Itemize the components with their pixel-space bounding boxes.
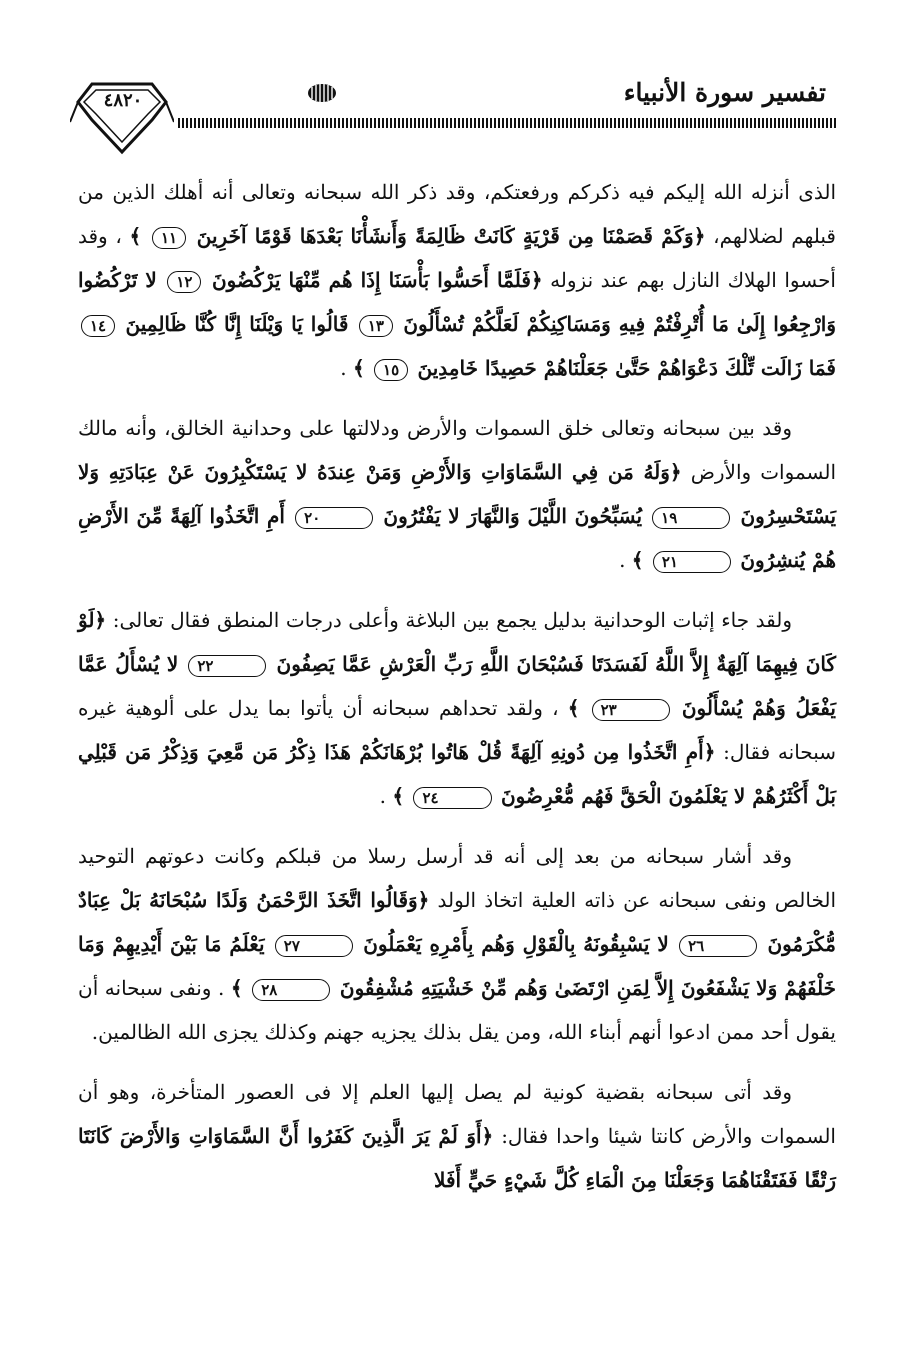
quran-verse: يُسَبِّحُونَ اللَّيْلَ وَالنَّهَارَ لا يَفْتُرُونَ	[383, 504, 643, 528]
ayah-number-marker: ٢٦	[679, 935, 757, 957]
body-text: الذى أنزله الله إليكم فيه ذكركم ورفعتكم، وقد ذكر الله سبحانه وتعالى أنه أهلك الذين من قبلهم لضلالهم،	[78, 180, 836, 248]
quran-verse: ﴾	[631, 548, 644, 572]
body-text: ولقد جاء إثبات الوحدانية بدليل يجمع بين البلاغة وأعلى درجات المنطق فقال تعالى:	[106, 608, 792, 632]
page-number: ٤٨٢٠	[103, 90, 143, 111]
quran-verse: ﴾	[392, 784, 405, 808]
quran-verse: ﴿وَلَهُ مَن فِي السَّمَاوَاتِ وَالأَرْضِ وَمَنْ عِندَهُ لا يَسْتَكْبِرُونَ عَنْ عِبَادَتِهِ وَلا يَسْتَحْسِرُونَ	[78, 460, 837, 528]
quran-verse: لا يُسْأَلُ عَمَّا يَفْعَلُ وَهُمْ يُسْأَلُونَ	[78, 652, 836, 720]
quran-verse: قَالُوا يَا وَيْلَنَا إِنَّا كُنَّا ظَالِمِينَ	[125, 312, 349, 336]
quran-verse: ﴿لَوْ كَانَ فِيهِمَا آلِهَةٌ إِلاَّ اللَّهُ لَفَسَدَتَا فَسُبْحَانَ اللَّهِ رَبِّ الْعَرْشِ عَمَّا يَصِفُونَ	[78, 608, 836, 676]
ayah-number-marker: ٢٠	[295, 507, 373, 529]
quran-verse: ﴾	[230, 976, 243, 1000]
quran-verse: فَمَا زَالَت تِّلْكَ دَعْوَاهُمْ حَتَّىٰ جَعَلْنَاهُمْ حَصِيدًا خَامِدِينَ	[417, 356, 836, 380]
ayah-number-marker: ٢٤	[413, 787, 491, 809]
body-text: .	[340, 356, 347, 380]
paragraph	[78, 406, 836, 582]
ayah-number-marker: ١٢	[167, 271, 201, 293]
ayah-number-marker: ٢١	[653, 551, 731, 573]
ayah-number-marker: ١٤	[81, 315, 115, 337]
quran-verse: ﴾	[567, 696, 580, 720]
body-text: .	[379, 784, 387, 808]
quran-verse: ﴾	[352, 356, 365, 380]
ayah-number-marker: ٢٢	[188, 655, 266, 677]
ornament-icon	[306, 82, 338, 104]
quran-verse: لا يَسْبِقُونَهُ بِالْقَوْلِ وَهُم بِأَمْرِهِ يَعْمَلُونَ	[363, 932, 669, 956]
quran-verse: يَعْلَمُ مَا بَيْنَ أَيْدِيهِمْ وَمَا خَلْفَهُمْ وَلا يَشْفَعُونَ إِلاَّ لِمَنِ ارْتَضَىٰ وَهُم مِّنْ خَشْيَتِهِ مُشْفِقُونَ	[78, 932, 837, 1000]
quran-verse: أَمِ اتَّخَذُوا آلِهَةً مِّنَ الأَرْضِ هُمْ يُنشِرُونَ	[78, 504, 836, 572]
body-text: وقد أشار سبحانه من بعد إلى أنه قد أرسل رسلا من قبلكم وكانت دعوتهم التوحيد الخالص ونفى سبحانه عن ذاته العلية اتخاذ الولد	[78, 844, 836, 912]
body-text: ، ولقد تحداهم سبحانه أن يأتوا بما يدل على ألوهية غيره سبحانه فقال:	[78, 696, 837, 764]
ayah-number-marker: ١٩	[652, 507, 730, 529]
ayah-number-marker: ٢٨	[252, 979, 330, 1001]
ayah-number-marker: ١١	[152, 227, 186, 249]
quran-verse: ﴿فَلَمَّا أَحَسُّوا بَأْسَنَا إِذَا هُم مِّنْهَا يَرْكُضُونَ	[211, 268, 543, 292]
main-text	[78, 170, 836, 1218]
header-rule	[178, 118, 836, 128]
ayah-number-marker: ٢٧	[275, 935, 353, 957]
quran-verse: ﴿وَقَالُوا اتَّخَذَ الرَّحْمَنُ وَلَدًا سُبْحَانَهُ بَلْ عِبَادٌ مُّكْرَمُونَ	[78, 888, 836, 956]
body-text: ، وقد أحسوا الهلاك النازل بهم عند نزوله	[78, 224, 836, 292]
quran-verse: لا تَرْكُضُوا وَارْجِعُوا إِلَىٰ مَا أُتْرِفْتُمْ فِيهِ وَمَسَاكِنِكُمْ لَعَلَّكُمْ تُسْأَلُونَ	[78, 268, 836, 336]
paragraph	[78, 598, 836, 818]
body-text: وقد أتى سبحانه بقضية كونية لم يصل إليها العلم إلا فى العصور المتأخرة، وهو أن السموات والأرض كانتا شيئا واحدا فقال:	[78, 1080, 836, 1148]
paragraph	[78, 170, 836, 390]
quran-verse: ﴾	[129, 224, 142, 248]
quran-verse: ﴿وَكَمْ قَصَمْنَا مِن قَرْيَةٍ كَانَتْ ظَالِمَةً وَأَنشَأْنَا بَعْدَهَا قَوْمًا آخَرِينَ	[196, 224, 706, 248]
body-text: . ونفى سبحانه أن يقول أحد ممن ادعوا أنهم أبناء الله، ومن يقل بذلك يجزيه جهنم وكذلك يجزى الله الظالمين.	[78, 976, 836, 1044]
ayah-number-marker: ١٣	[359, 315, 393, 337]
paragraph	[78, 834, 836, 1054]
body-text: وقد بين سبحانه وتعالى خلق السموات والأرض ودلالتها على وحدانية الخالق، وأنه مالك السموات والأرض	[78, 416, 837, 484]
ayah-number-marker: ١٥	[374, 359, 408, 381]
running-title: تفسير سورة الأنبياء	[623, 78, 826, 107]
paragraph	[78, 1070, 836, 1202]
quran-verse: ﴿أَوَ لَمْ يَرَ الَّذِينَ كَفَرُوا أَنَّ السَّمَاوَاتِ وَالأَرْضَ كَانَتَا رَتْقًا فَفَتَقْنَاهُمَا وَجَعَلْنَا مِنَ الْمَاءِ كُلَّ شَيْءٍ حَيٍّ أَفَلا	[78, 1124, 836, 1192]
page-number-badge-icon	[70, 74, 174, 158]
quran-verse: ﴿أَمِ اتَّخَذُوا مِن دُونِهِ آلِهَةً قُلْ هَاتُوا بُرْهَانَكُمْ هَذَا ذِكْرُ مَن مَّعِيَ وَذِكْرُ مَن قَبْلِي بَلْ أَكْثَرُهُمْ لا يَعْلَمُونَ الْحَقَّ فَهُم مُّعْرِضُونَ	[78, 740, 836, 808]
body-text: .	[619, 548, 626, 572]
ayah-number-marker: ٢٣	[592, 699, 670, 721]
